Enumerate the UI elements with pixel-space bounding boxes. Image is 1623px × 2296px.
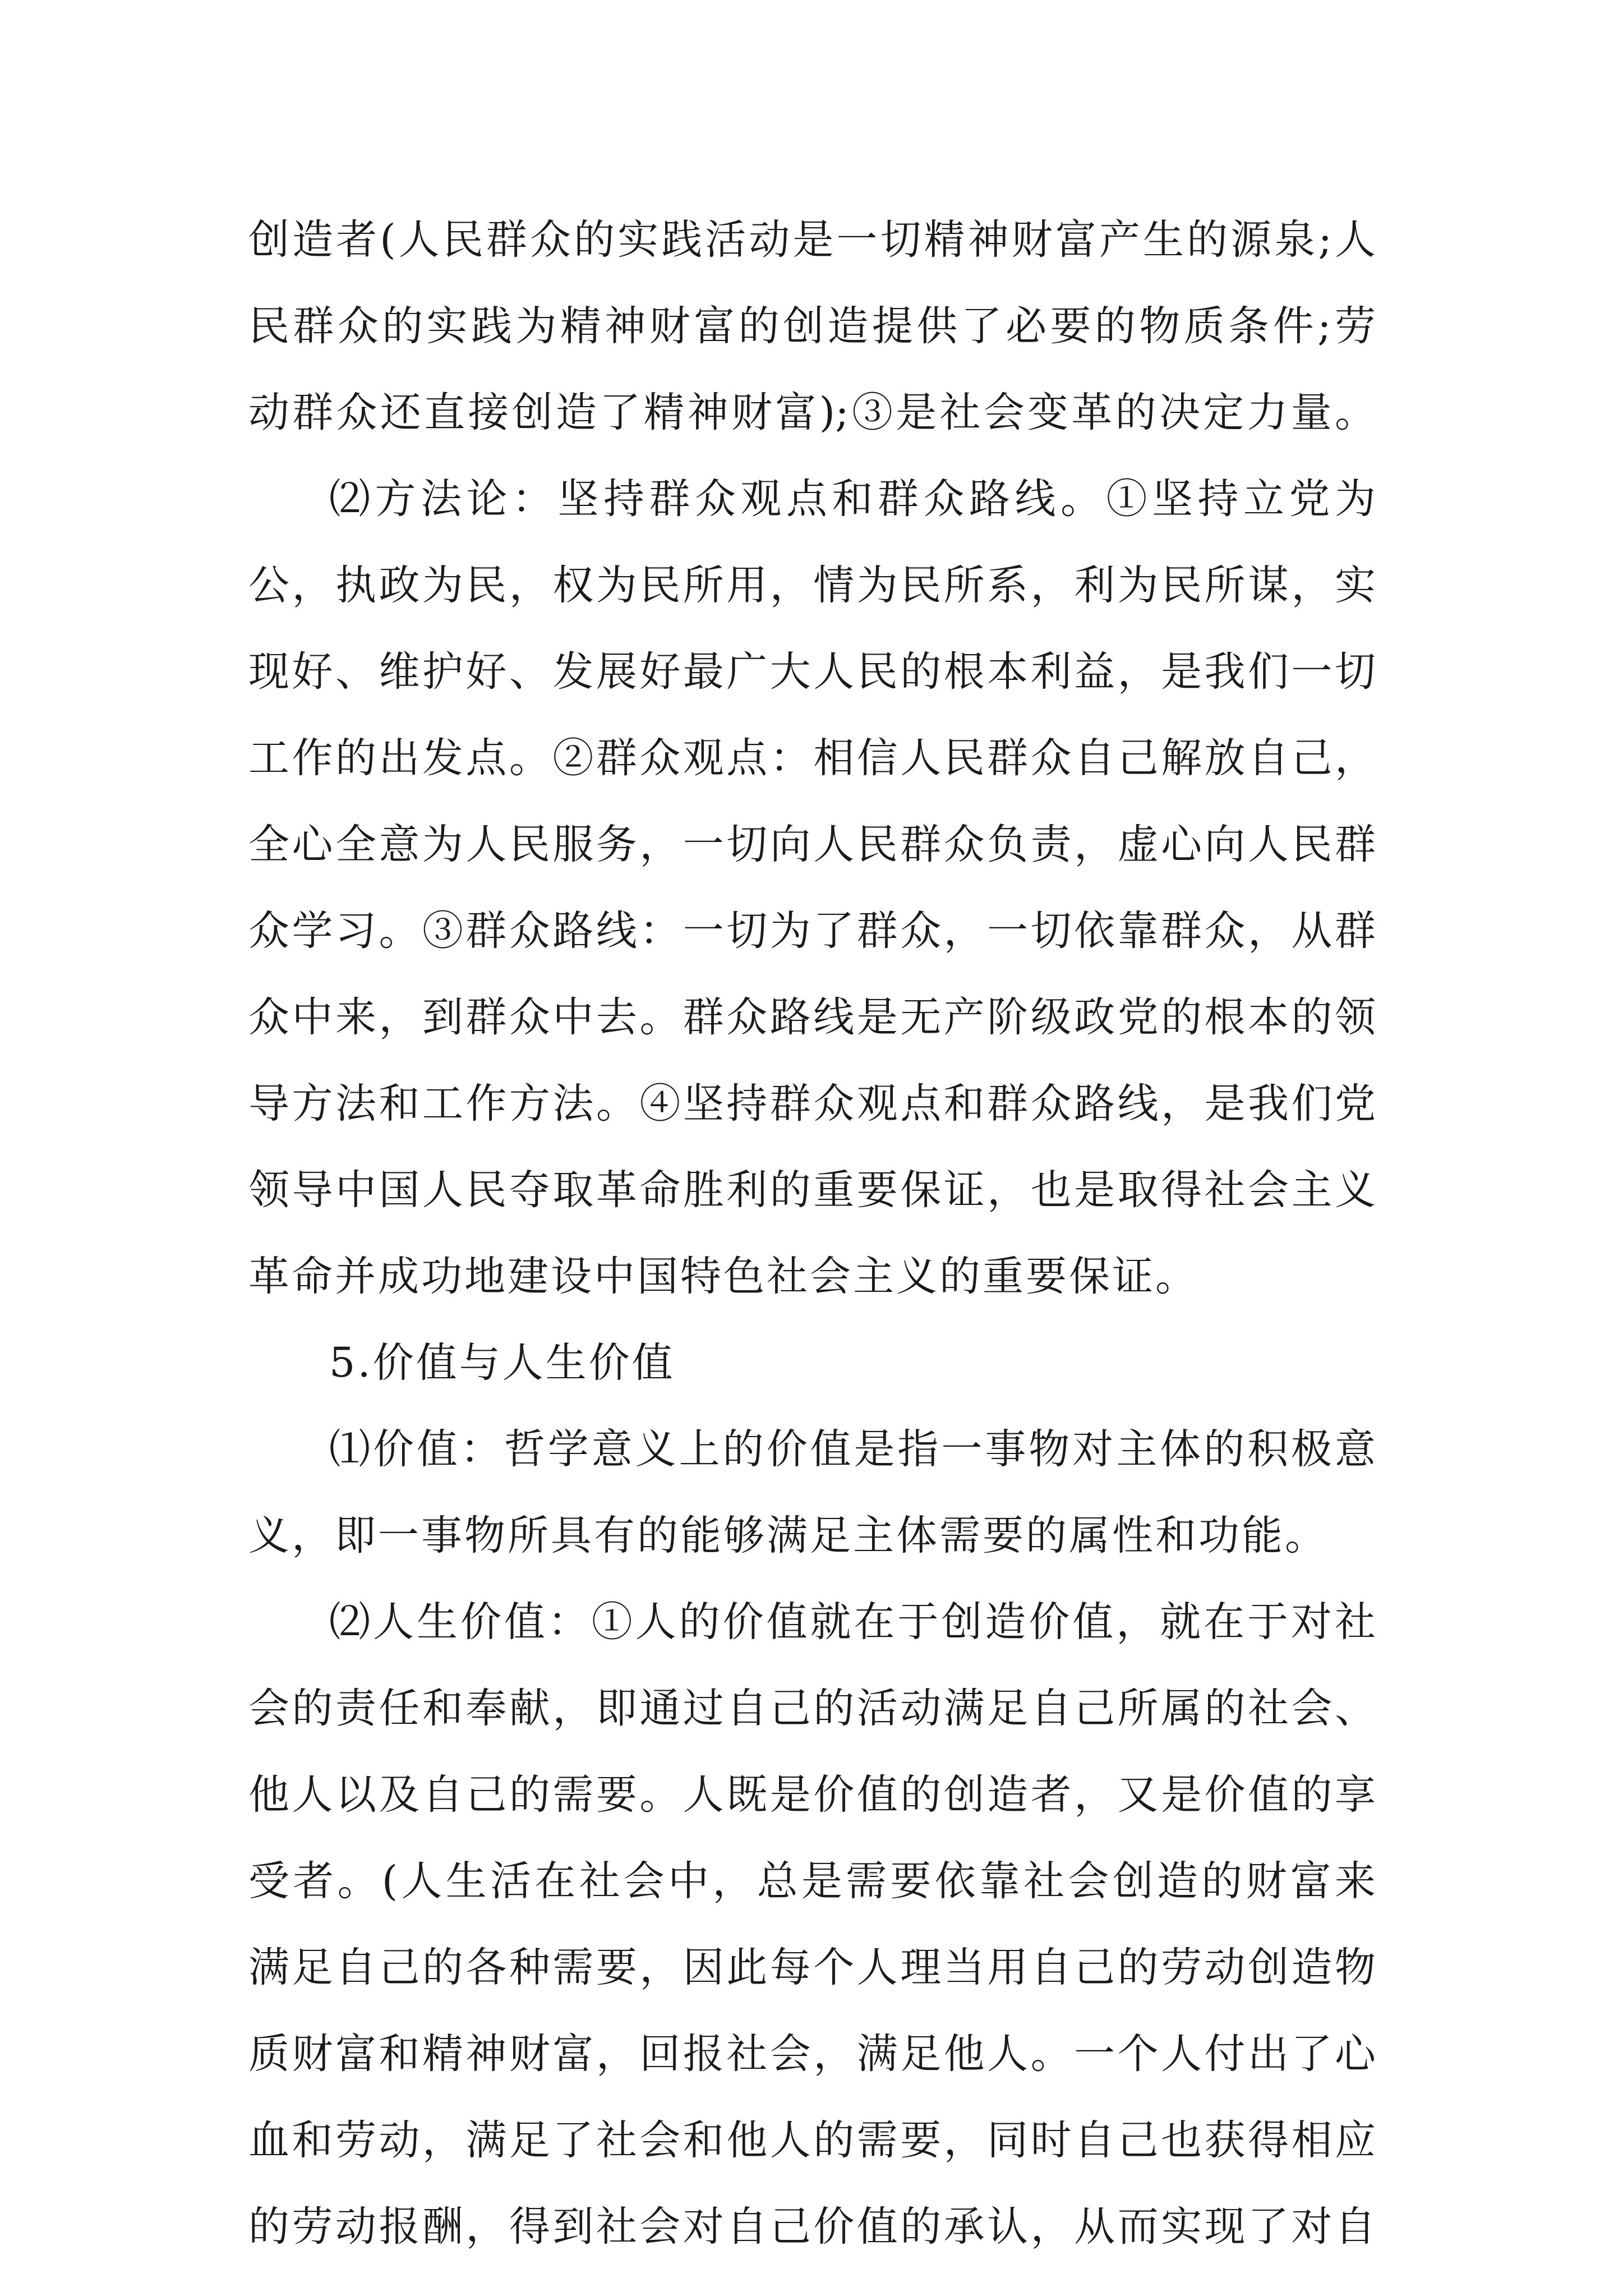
- text-line: 民群众的实践为精神财富的创造提供了必要的物质条件;劳: [248, 302, 1376, 350]
- text-line: 满足自己的各种需要，因此每个人理当用自己的劳动创造物: [248, 1944, 1376, 1991]
- text-line: 导方法和工作方法。④坚持群众观点和群众路线，是我们党: [248, 1080, 1376, 1128]
- text-line: 全心全意为人民服务，一切向人民群众负责，虚心向人民群: [248, 821, 1376, 868]
- text-line: 会的责任和奉献，即通过自己的活动满足自己所属的社会、: [248, 1685, 1376, 1732]
- text-line: 义，即一事物所具有的能够满足主体需要的属性和功能。: [248, 1512, 1328, 1559]
- text-line: 他人以及自己的需要。人既是价值的创造者，又是价值的享: [248, 1771, 1376, 1819]
- text-line: 受者。(人生活在社会中，总是需要依靠社会创造的财富来: [248, 1857, 1376, 1905]
- text-line: 质财富和精神财富，回报社会，满足他人。一个人付出了心: [248, 2030, 1376, 2078]
- text-line: 众学习。③群众路线：一切为了群众，一切依靠群众，从群: [248, 907, 1376, 955]
- text-line: 工作的出发点。②群众观点：相信人民群众自己解放自己，: [248, 734, 1376, 782]
- paragraph-methodology-start: ⑵方法论：坚持群众观点和群众路线。①坚持立党为: [329, 475, 1376, 523]
- paragraph-life-value-start: ⑵人生价值：①人的价值就在于创造价值，就在于对社: [329, 1598, 1376, 1646]
- text-line: 血和劳动，满足了社会和他人的需要，同时自己也获得相应: [248, 2116, 1376, 2164]
- text-line: 革命并成功地建设中国特色社会主义的重要保证。: [248, 1253, 1198, 1300]
- text-line: 公，执政为民，权为民所用，情为民所系，利为民所谋，实: [248, 562, 1376, 609]
- paragraph-value-start: ⑴价值：哲学意义上的价值是指一事物对主体的积极意: [329, 1425, 1376, 1473]
- text-line: 现好、维护好、发展好最广大人民的根本利益，是我们一切: [248, 648, 1376, 696]
- text-line: 创造者(人民群众的实践活动是一切精神财富产生的源泉;人: [248, 216, 1376, 264]
- text-line: 动群众还直接创造了精神财富);③是社会变革的决定力量。: [248, 389, 1376, 436]
- text-line: 领导中国人民夺取革命胜利的重要保证，也是取得社会主义: [248, 1166, 1376, 1214]
- section-heading: 5.价值与人生价值: [329, 1339, 675, 1387]
- text-line: 众中来，到群众中去。群众路线是无产阶级政党的根本的领: [248, 993, 1376, 1041]
- text-line: 的劳动报酬，得到社会对自己价值的承认，从而实现了对自: [248, 2203, 1376, 2251]
